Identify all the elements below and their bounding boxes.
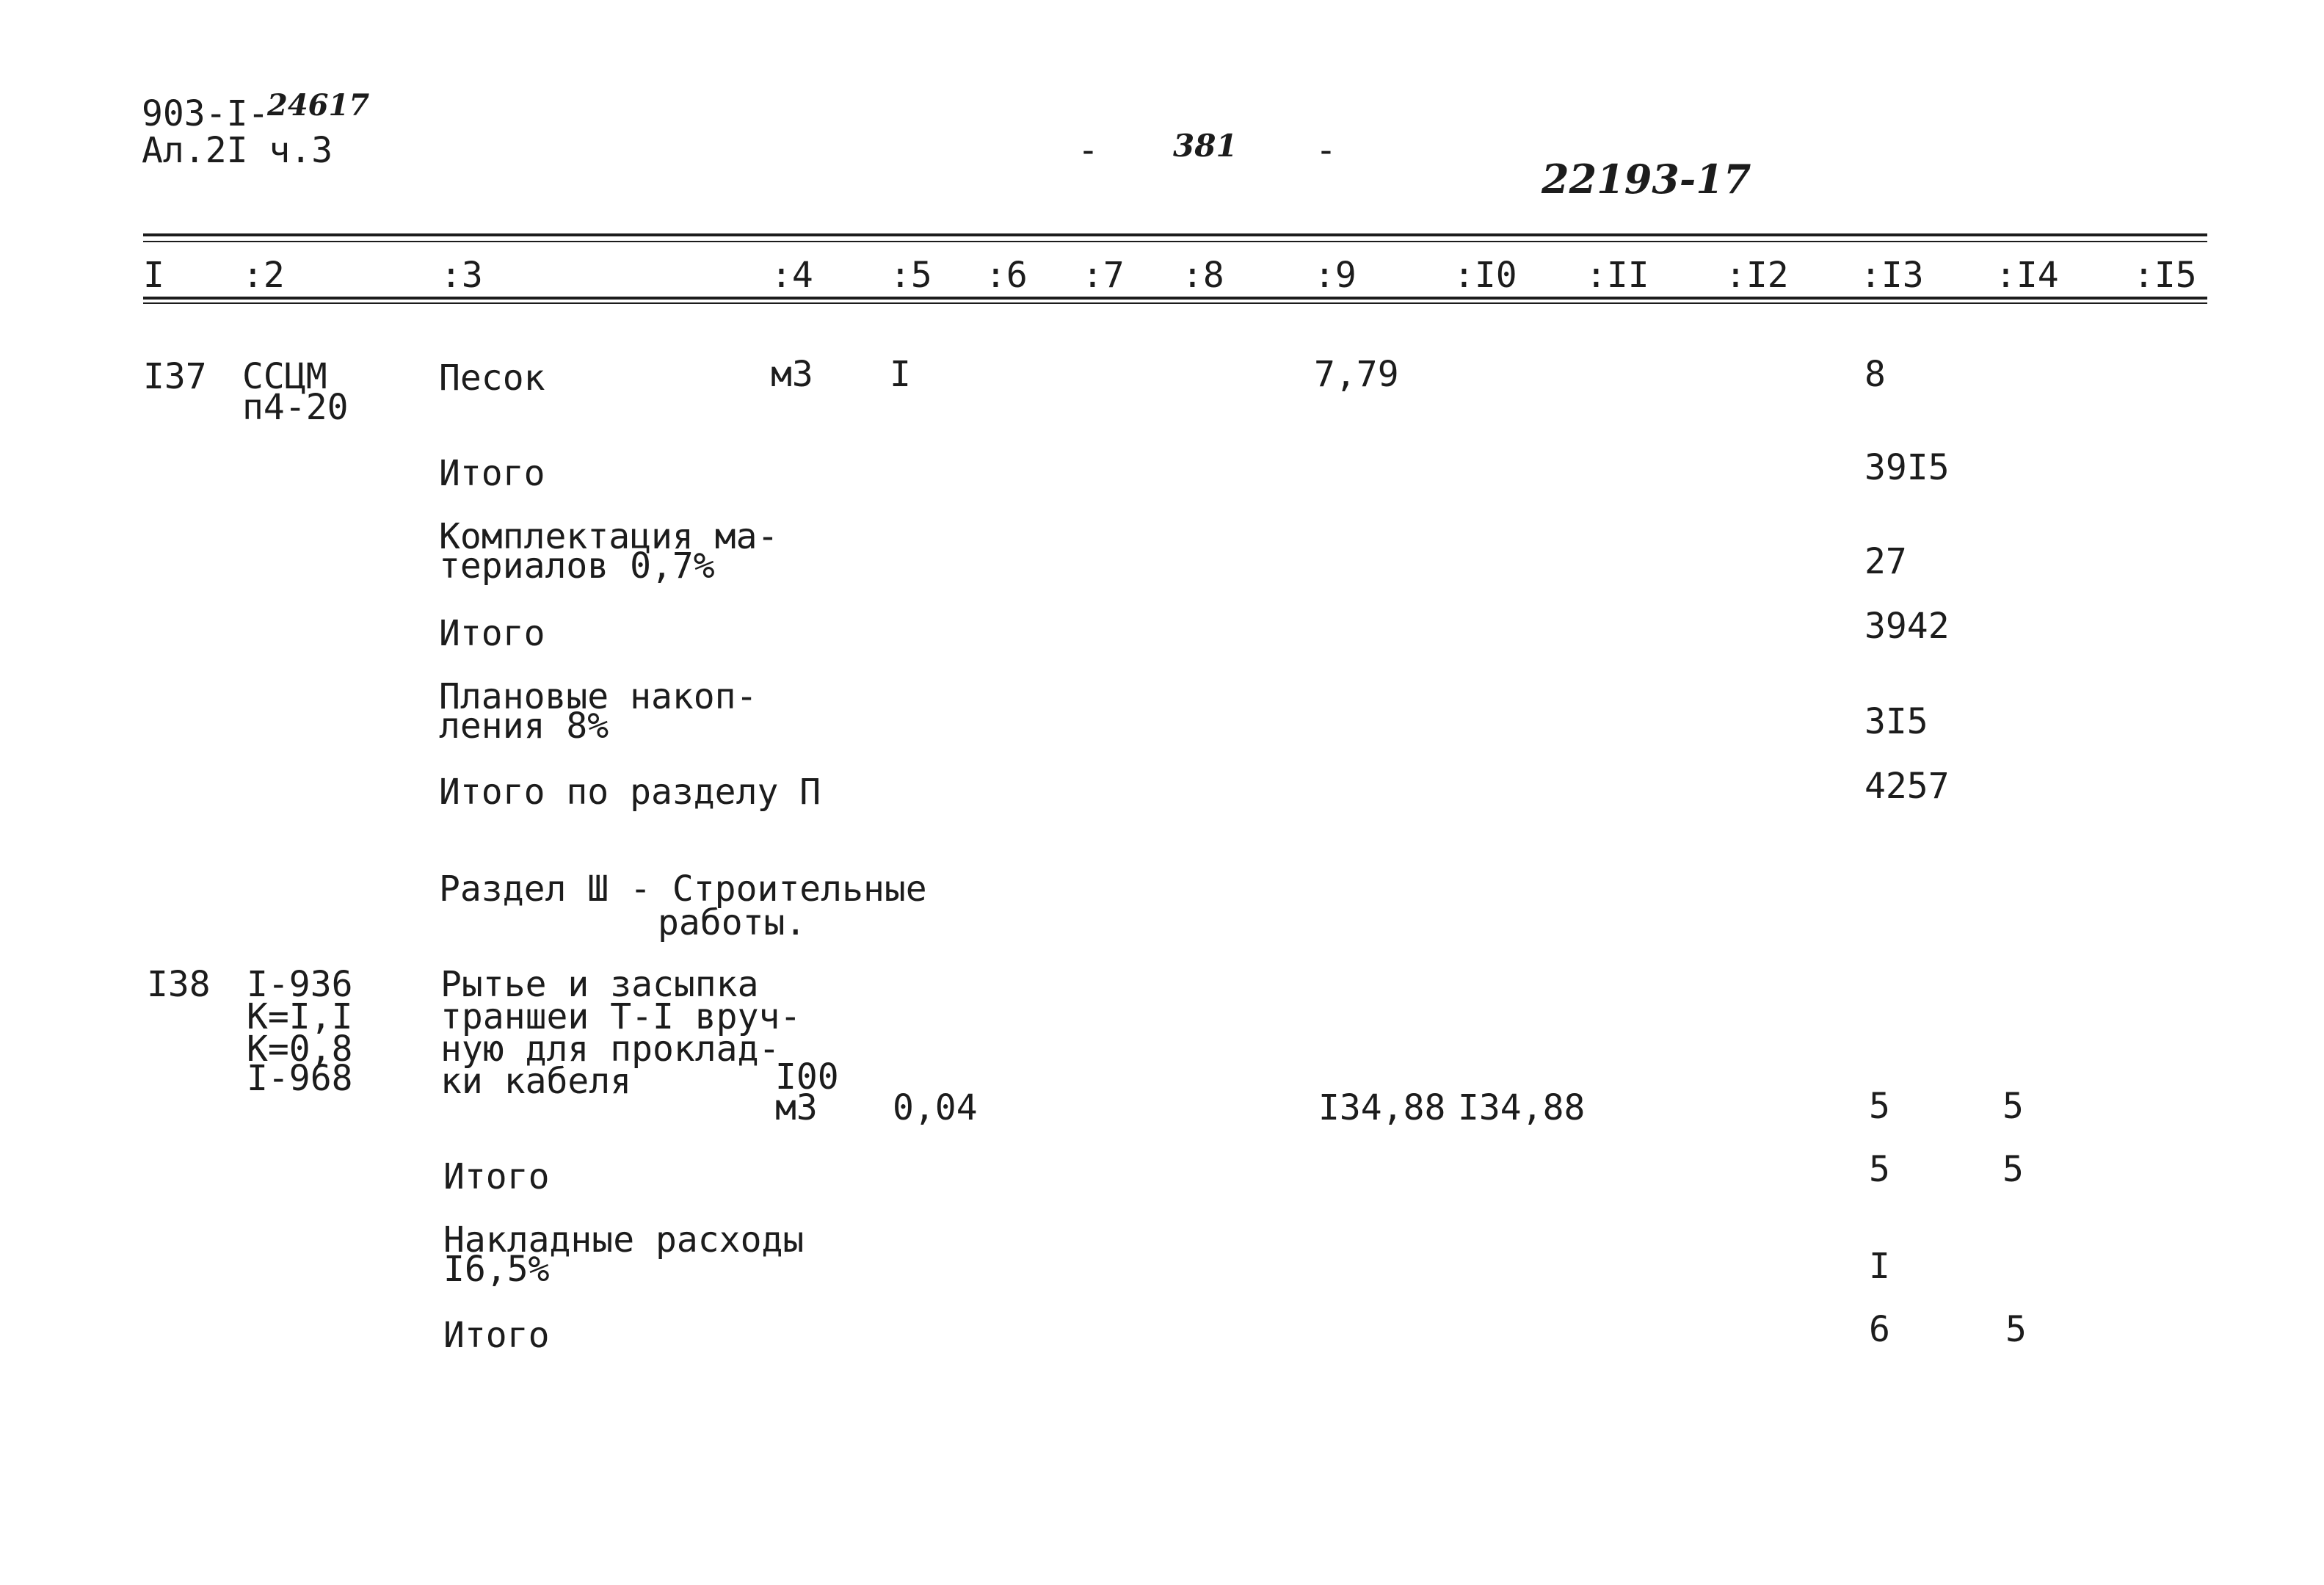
planned-savings-label-2: ления 8% xyxy=(439,706,609,747)
materials-kit-total: 27 xyxy=(1864,541,1907,582)
section-3-title-2: работы. xyxy=(658,902,807,943)
planned-savings-total: 3I5 xyxy=(1864,701,1928,742)
col-header-6: :6 xyxy=(985,255,1028,296)
overhead-label-2: I6,5% xyxy=(443,1249,550,1290)
col-header-10: :I0 xyxy=(1453,255,1517,296)
header-top-rule xyxy=(143,233,2207,236)
row-138-price-wage: I34,88 xyxy=(1458,1087,1586,1128)
row-137-name: Песок xyxy=(439,358,545,399)
section-total-value: 4257 xyxy=(1864,766,1950,807)
col-header-3: :3 xyxy=(440,255,483,296)
row-137-code: ССЦМ xyxy=(242,356,327,397)
subtotal-1-total: 39I5 xyxy=(1864,447,1950,488)
col-header-2: :2 xyxy=(242,255,285,296)
col-header-8: :8 xyxy=(1182,255,1224,296)
overhead-label: Накладные расходы xyxy=(443,1219,805,1261)
row-138-code: I-936 xyxy=(247,964,353,1005)
subtotal-4-total-wage: 5 xyxy=(2005,1309,2027,1350)
row-138-number: I38 xyxy=(147,964,211,1005)
row-137-qty: I xyxy=(890,354,911,395)
row-137-total: 8 xyxy=(1864,354,1886,395)
col-header-1: I xyxy=(143,255,164,296)
col-header-15: :I5 xyxy=(2133,255,2197,296)
row-138-name-3: ную для проклад- xyxy=(440,1029,780,1070)
col-header-11: :II xyxy=(1586,255,1649,296)
subtotal-4-total: 6 xyxy=(1869,1309,1890,1350)
doc-code-handwritten: 24617 xyxy=(267,88,370,123)
col-header-4: :4 xyxy=(771,255,813,296)
doc-code: 903-I- xyxy=(142,93,269,134)
row-137-price: 7,79 xyxy=(1314,354,1399,395)
col-header-13: :I3 xyxy=(1860,255,1924,296)
row-138-price: I34,88 xyxy=(1318,1087,1446,1128)
page-number: 381 xyxy=(1173,128,1238,164)
subtotal-3-label: Итого xyxy=(443,1156,550,1197)
col-header-12: :I2 xyxy=(1725,255,1789,296)
page-dash-left: - xyxy=(1078,130,1099,171)
subtotal-3-total: 5 xyxy=(1869,1149,1890,1190)
section-total-label: Итого по разделу П xyxy=(439,772,821,813)
row-138-coef-2: К=0,8 xyxy=(247,1029,353,1070)
inventory-number: 22193-17 xyxy=(1542,156,1751,203)
row-138-name-2: траншеи Т-I вруч- xyxy=(440,996,802,1037)
row-137-code-2: п4-20 xyxy=(242,387,349,428)
planned-savings-label: Плановые накоп- xyxy=(439,676,758,717)
row-138-unit-2: м3 xyxy=(775,1087,818,1128)
subtotal-1-label: Итого xyxy=(439,453,545,494)
materials-kit-label: Комплектация ма- xyxy=(439,516,779,557)
header-bottom-rule xyxy=(143,297,2207,300)
page-dash-right: - xyxy=(1315,130,1337,171)
col-header-9: :9 xyxy=(1314,255,1357,296)
row-138-name-4: ки кабеля xyxy=(440,1061,632,1102)
subtotal-2-total: 3942 xyxy=(1864,606,1950,647)
col-header-7: :7 xyxy=(1082,255,1125,296)
row-137-unit: м3 xyxy=(771,354,813,395)
row-137-number: I37 xyxy=(143,356,207,397)
row-138-name-1: Рытье и засыпка xyxy=(440,964,759,1005)
col-header-5: :5 xyxy=(890,255,932,296)
row-138-coef-1: К=I,I xyxy=(247,996,353,1037)
header-bottom-rule-thin xyxy=(143,302,2207,304)
row-138-unit-1: I00 xyxy=(775,1056,839,1098)
album-label: Ал.2I ч.3 xyxy=(142,130,333,171)
subtotal-4-label: Итого xyxy=(443,1315,550,1356)
row-138-total: 5 xyxy=(1869,1086,1890,1127)
materials-kit-label-2: териалов 0,7% xyxy=(439,545,715,587)
subtotal-3-total-wage: 5 xyxy=(2002,1149,2024,1190)
row-138-qty: 0,04 xyxy=(893,1087,978,1128)
section-3-title: Раздел Ш - Строительные xyxy=(439,868,927,910)
row-138-total-wage: 5 xyxy=(2002,1086,2024,1127)
col-header-14: :I4 xyxy=(1995,255,2059,296)
subtotal-2-label: Итого xyxy=(439,613,545,654)
header-top-rule-thin xyxy=(143,241,2207,242)
row-138-code-2: I-968 xyxy=(247,1058,353,1099)
overhead-total: I xyxy=(1869,1246,1890,1287)
